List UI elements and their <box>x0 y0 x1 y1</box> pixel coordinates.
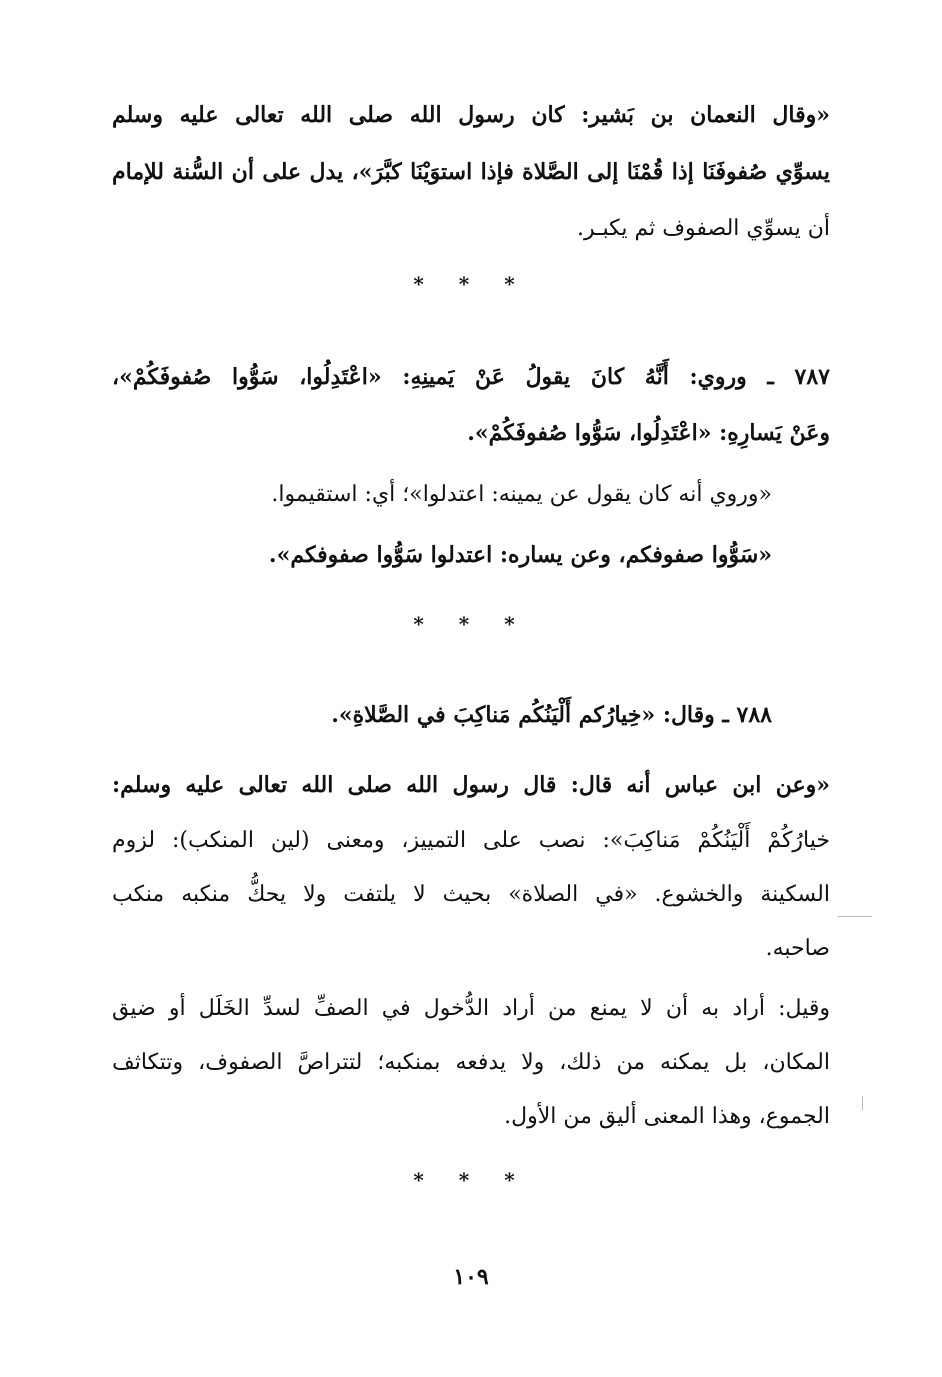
scan-mark <box>862 1096 863 1110</box>
commentary-line: خيارُكُمْ أَلْيَنُكُمْ مَناكِبَ»: نصب على التمييز، ومعنى (لين المنكب): لزوم <box>112 828 830 853</box>
commentary-line: «وعن ابن عباس أنه قال: قال رسول الله صلى الله تعالى عليه وسلم: <box>112 772 830 798</box>
text-line: «وقال النعمان بن بَشير: كان رسول الله صلى الله تعالى عليه وسلم <box>112 102 830 128</box>
commentary-line: المكان، بل يمكنه من ذلك، ولا يدفعه بمنكبه؛ لتتراصَّ الصفوف، وتتكاثف <box>112 1050 830 1075</box>
page-number: ١٠٩ <box>453 1264 489 1290</box>
scan-mark <box>838 916 872 917</box>
commentary-line: وقيل: أراد به أن لا يمنع من أراد الدُّخول في الصفِّ لسدِّ الخَلَل أو ضيق <box>112 996 830 1021</box>
section-separator: * * * <box>413 1168 529 1192</box>
hadith-heading-787: ٧٨٧ ـ وروي: أَنَّهُ كانَ يقولُ عَنْ يَمينِهِ: «اعْتَدِلُوا، سَوُّوا صُفوفَكُمْ»، <box>112 364 830 390</box>
commentary-line: «سَوُّوا صفوفكم، وعن يساره: اعتدلوا سَوُّوا صفوفكم». <box>268 542 772 568</box>
section-separator: * * * <box>413 272 529 296</box>
commentary-line: السكينة والخشوع. «في الصلاة» بحيث لا يلتفت ولا يحكُّ منكبه منكب <box>112 882 830 907</box>
hadith-heading-787: وعَنْ يَسارِهِ: «اعْتَدِلُوا، سَوُّوا صُفوفَكُمْ». <box>467 420 830 446</box>
commentary-line: «وروي أنه كان يقول عن يمينه: اعتدلوا»؛ أي: استقيموا. <box>271 482 772 507</box>
hadith-heading-788: ٧٨٨ ـ وقال: «خِيارُكم أَلْيَنُكُم مَناكِبَ في الصَّلاةِ». <box>331 702 772 728</box>
commentary-line: الجموع، وهذا المعنى أليق من الأول. <box>504 1104 830 1129</box>
section-separator: * * * <box>413 612 529 636</box>
text-line: يسوِّي صُفوفَنَا إذا قُمْنَا إلى الصَّلاة فإذا استوَيْنَا كبَّرَ»، يدل على أن السُّنة للإمام <box>112 159 830 185</box>
text-line: أن يسوِّي الصفوف ثم يكبـر. <box>576 216 830 241</box>
commentary-line: صاحبه. <box>765 936 830 961</box>
